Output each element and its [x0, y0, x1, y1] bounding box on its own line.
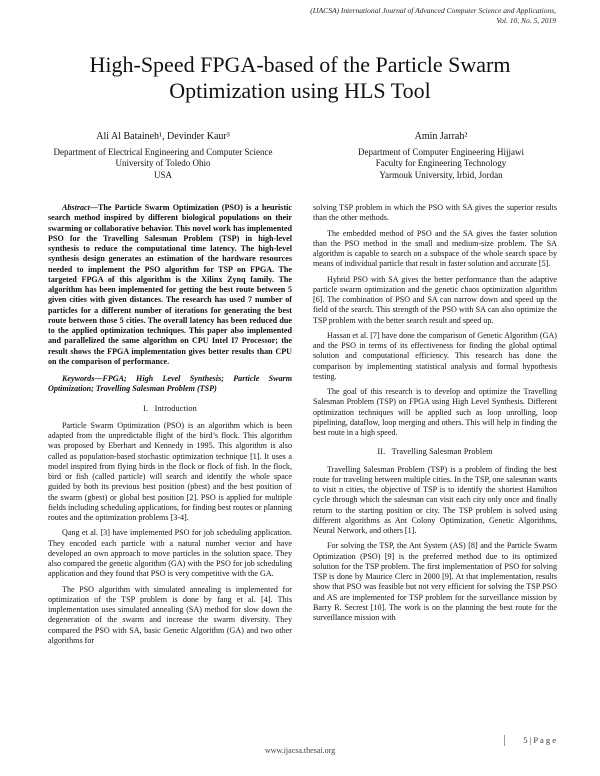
paragraph: Hassan et al. [7] have done the comparison of Genetic Algorithm (GA) and the PSO in terms of its effectiveness for finding the global optimal solution and computational efficiency. This research has done the comparison by implementing statistical analysis and formal hypothesis testing.: [313, 330, 557, 381]
page-number-divider: [504, 735, 505, 746]
author-block-left: [48, 131, 278, 181]
paragraph: Hybrid PSO with SA gives the better performance than the adaptive particle swarm optimization and the genetic chaos optimization algorithm [6]. The combination of PSO and SA can narrow down and speed up the field of the search. This strength of the PSO with SA can also optimize the TSP problem with the better search result and speed up.: [313, 274, 557, 325]
paragraph: The embedded method of PSO and the SA gives the faster solution than the PSO method in the small and medium-size problem. The SA algorithm is capable to search on a subspace of the whole search space by means of individual particle that result in faster solution and accurate [5].: [313, 228, 557, 269]
paragraph: Qang et al. [3] have implemented PSO for job scheduling application. They encoded each particle with a natural number vector and have developed an own approach to move particles in the solution space. They also compared the genetic algorithm (GA) with the PSO for job scheduling application and they found that PSO is very competitive with the GA.: [48, 528, 292, 579]
section-heading-tsp: [313, 447, 557, 457]
abstract-lead: Abstract—: [62, 203, 98, 212]
author-dept-right: Department of Computer Engineering Hijjawi: [358, 146, 524, 157]
author-dept-left: Department of Electrical Engineering and Computer Science: [53, 146, 273, 157]
paragraph: Travelling Salesman Problem (TSP) is a problem of finding the best route for traveling between multiple cities. In the TSP, one salesman wants to visit n cities, the objective of TSP is to identify the shortest Hamilton cycle through which the salesman can visit each city only once and finally return to the starting position or city. The TSP problem is solved using different algorithms as Ant Colony Optimization, Genetic Algorithms, Neural Network, and others [1].: [313, 464, 557, 535]
paragraph: Particle Swarm Optimization (PSO) is an algorithm which is been adapted from the unpredictable flight of the bird’s flock. This algorithm was proposed by Eberhart and Kennedy in 1995. This algorithm is also called as population-based stochastic optimization technique [1]. It uses a model inspired from flying birds in the flock or flock of fish. In the flock, bird or fish (called particle) will search and identify the whole space guided by both its previous best position (pbest) and the best position of the swarm (gbest) or global best position [2]. PSO is applied for multiple fields including scheduling applications, for finding best routes or planning routes and the optimization problems [3-4].: [48, 420, 292, 522]
author-block-right: [326, 131, 556, 181]
author-names-right: Amin Jarrah²: [414, 131, 468, 142]
author-country-left: USA: [153, 169, 172, 180]
paragraph: For solving the TSP, the Ant System (AS) [8] and the Particle Swarm Optimization (PSO) [9] is the preferred method due to its optimized solution for the TSP problem. The first implementation of PSO for solving TSP is done by Maurice Clerc in 2000 [9]. At that implementation, results show that PSO was feasible but not very efficient for solving the TSP PSO and AS are implemented for TSP problem for the surveillance mission by Barry R. Secrest [10]. The work is on the planning the best route for the surveillance mission with: [313, 541, 557, 622]
paragraph: solving TSP problem in which the PSO with SA gives the superior results than the other methods.: [313, 203, 557, 223]
journal-name: (IJACSA) International Journal of Advanced Computer Science and Applications,: [310, 6, 556, 15]
section-number: II.: [377, 447, 386, 457]
left-column: [48, 203, 292, 651]
journal-header: [310, 6, 556, 26]
author-univ-left: University of Toledo Ohio: [115, 158, 211, 168]
abstract: [48, 203, 292, 367]
page-number: 5 | P a g e: [523, 735, 556, 745]
section-title: Travelling Salesman Problem: [391, 447, 493, 457]
paper-title: [40, 52, 560, 104]
journal-volume: Vol. 10, No. 5, 2019: [496, 16, 556, 25]
paragraph: The PSO algorithm with simulated annealing is implemented for optimization of the TSP problem is done by fang et al. [4]. This implementation uses simulated annealing (SA) method for slow down the degeneration of the swarm and increase the swarm diversity. They compared the PSO with SA, basic Genetic Algorithm (GA) and two other algorithms for: [48, 584, 292, 645]
section-title: Introduction: [154, 403, 197, 413]
section-heading-introduction: [48, 404, 292, 414]
author-univ-right: Yarmouk University, Irbid, Jordan: [379, 169, 503, 180]
page-number-value: 5: [523, 735, 528, 745]
author-names-left: Ali Al Bataineh¹, Devinder Kaur³: [96, 131, 230, 142]
section-number: I.: [143, 403, 149, 413]
paper-title-line1: High-Speed FPGA-based of the Particle Swarm: [89, 52, 511, 77]
abstract-body: The Particle Swarm Optimization (PSO) is a heuristic search method inspired by different biological populations on their swarming or collaborative behavior. This novel work has implemented PSO for the Travelling Salesman Problem (TSP) in high-level synthesis to reduce the computational time latency. The high-level synthesis design generates an estimation of the hardware resources needed to implement the PSO algorithm for TSP on FPGA. The targeted FPGA of this algorithm is the Xilinx Zynq family. The algorithm has been implemented for getting the best route between 5 given cities with given distances. The research has used 7 number of particles for a different number of iterations for generating the best route between those 5 cities. The overall latency has been reduced due to the applied optimization techniques. This paper also implemented and parallelized the same algorithm on CPU Intel I7 Processor; the result shows the FPGA implementation gives better results than CPU on the comparison of performance.: [48, 203, 292, 366]
author-faculty-right: Faculty for Engineering Technology: [375, 158, 507, 168]
keywords: Keywords—FPGA; High Level Synthesis; Particle Swarm Optimization; Travelling Salesman Problem (TSP): [48, 374, 292, 394]
page-label: P a g e: [533, 735, 556, 745]
footer-url[interactable]: www.ijacsa.thesai.org: [264, 746, 336, 755]
paper-title-line2: Optimization using HLS Tool: [169, 78, 431, 103]
paragraph: The goal of this research is to develop and optimize the Travelling Salesman Problem (TSP) on FPGA using High Level Synthesis. Different optimization techniques will be applied such as loop unrolling, loop pipelining, dataflow, loop merging and others. This will help in finding the best route in a high speed.: [313, 387, 557, 437]
right-column: [313, 203, 557, 628]
